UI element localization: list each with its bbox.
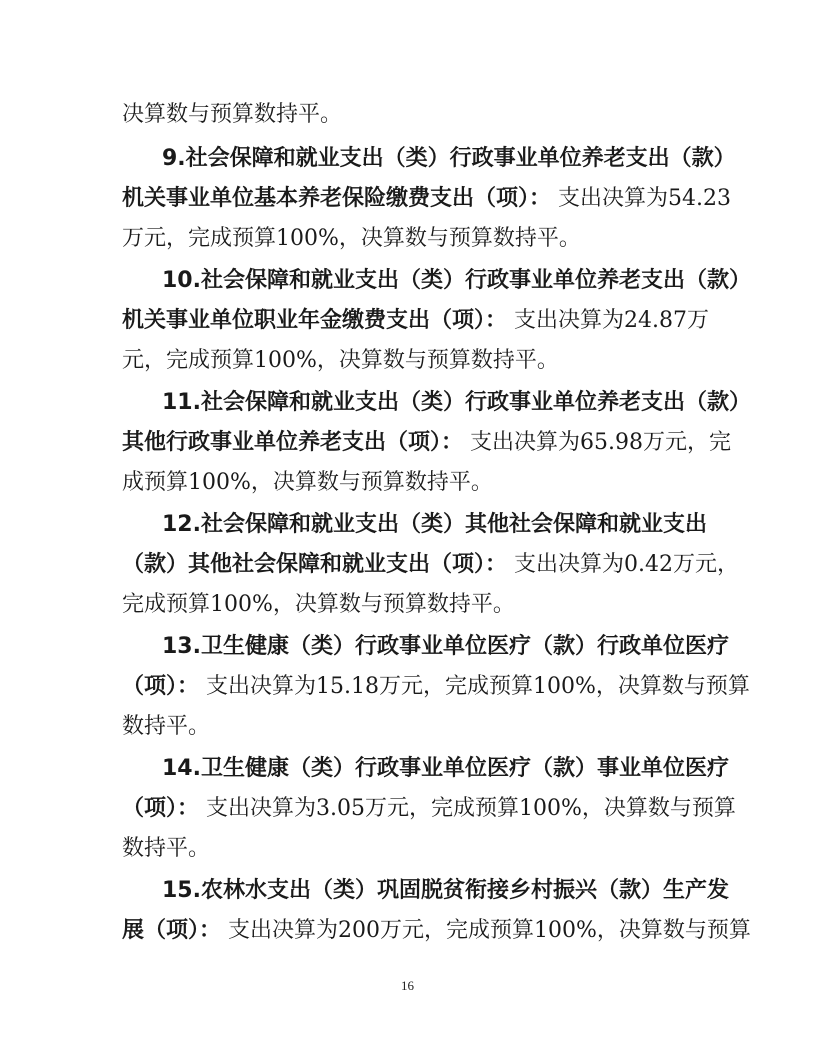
body-text: 决算数与预算数持平。 bbox=[122, 102, 343, 127]
heading-text: 9.社会保障和就业支出（类）行政事业单位养老支出（款） bbox=[162, 146, 736, 171]
heading-text: 其他行政事业单位养老支出（项）： bbox=[122, 430, 464, 455]
heading-text: 12.社会保障和就业支出（类）其他社会保障和就业支出 bbox=[162, 512, 707, 537]
text-line bbox=[122, 712, 697, 742]
heading-text: 15.农林水支出（类）巩固脱贫衔接乡村振兴（款）生产发 bbox=[162, 878, 729, 903]
body-text: 支出决算为3.05万元，完成预算100%，决算数与预算 bbox=[199, 796, 736, 821]
text-line bbox=[122, 184, 731, 214]
heading-text: （款）其他社会保障和就业支出（项）： bbox=[122, 552, 508, 577]
body-text: 数持平。 bbox=[122, 714, 211, 739]
body-text: 支出决算为24.87万 bbox=[507, 308, 709, 333]
text-line bbox=[162, 632, 729, 662]
body-text: 支出决算为0.42万元， bbox=[507, 552, 739, 577]
body-text: 支出决算为200万元，完成预算100%，决算数与预算 bbox=[221, 918, 751, 943]
heading-text: 13.卫生健康（类）行政事业单位医疗（款）行政单位医疗 bbox=[162, 634, 729, 659]
heading-text: 14.卫生健康（类）行政事业单位医疗（款）事业单位医疗 bbox=[162, 756, 729, 781]
text-line bbox=[122, 834, 697, 864]
text-line bbox=[162, 876, 729, 906]
heading-text: 机关事业单位职业年金缴费支出（项）： bbox=[122, 308, 508, 333]
text-line bbox=[122, 468, 697, 498]
text-line bbox=[122, 346, 697, 376]
text-line bbox=[122, 550, 739, 580]
body-text: 成预算100%，决算数与预算数持平。 bbox=[122, 470, 493, 495]
heading-text: 展（项）： bbox=[122, 918, 222, 943]
heading-text: （项）： bbox=[122, 796, 200, 821]
body-text: 支出决算为54.23 bbox=[551, 186, 731, 211]
text-line bbox=[122, 672, 750, 702]
body-text: 数持平。 bbox=[122, 836, 211, 861]
text-line bbox=[122, 590, 697, 620]
heading-text: （项）： bbox=[122, 674, 200, 699]
body-text: 支出决算为65.98万元，完 bbox=[463, 430, 731, 455]
heading-text: 机关事业单位基本养老保险缴费支出（项）： bbox=[122, 186, 552, 211]
text-line bbox=[122, 224, 697, 254]
text-line bbox=[122, 794, 736, 824]
body-text: 万元，完成预算100%，决算数与预算数持平。 bbox=[122, 226, 581, 251]
text-line bbox=[122, 100, 697, 130]
text-line bbox=[162, 266, 751, 296]
text-line bbox=[162, 388, 751, 418]
heading-text: 11.社会保障和就业支出（类）行政事业单位养老支出（款） bbox=[162, 390, 751, 415]
text-line bbox=[162, 754, 729, 784]
page-number: 16 bbox=[401, 978, 414, 993]
body-text: 元，完成预算100%，决算数与预算数持平。 bbox=[122, 348, 559, 373]
text-line bbox=[162, 510, 707, 540]
heading-text: 10.社会保障和就业支出（类）行政事业单位养老支出（款） bbox=[162, 268, 751, 293]
body-text: 支出决算为15.18万元，完成预算100%，决算数与预算 bbox=[199, 674, 750, 699]
body-text: 完成预算100%，决算数与预算数持平。 bbox=[122, 592, 515, 617]
text-line bbox=[122, 428, 731, 458]
text-line bbox=[122, 916, 751, 946]
text-line bbox=[122, 306, 709, 336]
text-line bbox=[162, 144, 736, 174]
